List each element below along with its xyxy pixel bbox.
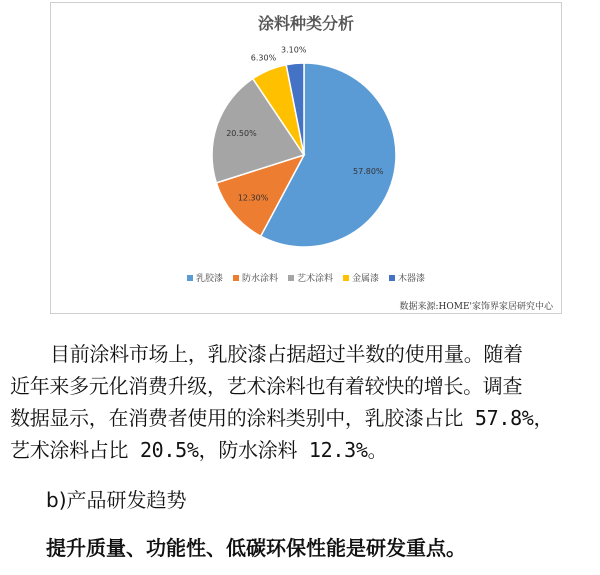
pie-chart (51, 3, 561, 313)
legend-item-0 (187, 271, 223, 284)
chart-title: 涂料种类分析 (257, 14, 354, 33)
slice-label-4: 3.10% (281, 45, 307, 55)
data-source-note: 数据来源:HOME'家饰界家居研究中心 (399, 302, 553, 312)
legend-label: 木器漆 (398, 274, 426, 284)
legend-label: 防水涂料 (241, 274, 278, 284)
legend-swatch (187, 275, 193, 281)
lead-statement: 提升质量、功能性、低碳环保性能是研发重点。 (46, 536, 466, 560)
legend-swatch (233, 275, 239, 281)
paragraph-line: 数据显示，在消费者使用的涂料类别中，乳胶漆占比 57.8%， (10, 406, 554, 430)
legend-item-1 (233, 271, 278, 284)
paragraph-line: 目前涂料市场上，乳胶漆占据超过半数的使用量。随着 (50, 342, 523, 366)
section-subheading: b)产品研发趋势 (46, 488, 187, 512)
slice-label-2: 20.50% (226, 129, 257, 139)
slice-label-1: 12.30% (237, 193, 269, 203)
legend-label: 金属漆 (352, 274, 380, 284)
legend-item-3 (343, 271, 379, 284)
paragraph-line: 近年来多元化消费升级，艺术涂料也有着较快的增长。调查 (10, 374, 523, 398)
legend-label: 艺术涂料 (296, 274, 333, 284)
slice-label-0: 57.80% (353, 167, 384, 177)
paragraph-line: 艺术涂料占比 20.5%，防水涂料 12.3%。 (10, 438, 388, 462)
legend-swatch (389, 275, 395, 281)
legend-swatch (343, 275, 349, 281)
legend-label: 乳胶漆 (195, 274, 223, 284)
chart-legend (51, 271, 561, 284)
legend-swatch (288, 275, 294, 281)
legend-item-2 (288, 271, 333, 284)
legend-item-4 (389, 271, 425, 284)
chart-container (50, 2, 562, 314)
slice-label-3: 6.30% (250, 53, 277, 63)
body-paragraph (10, 338, 590, 466)
